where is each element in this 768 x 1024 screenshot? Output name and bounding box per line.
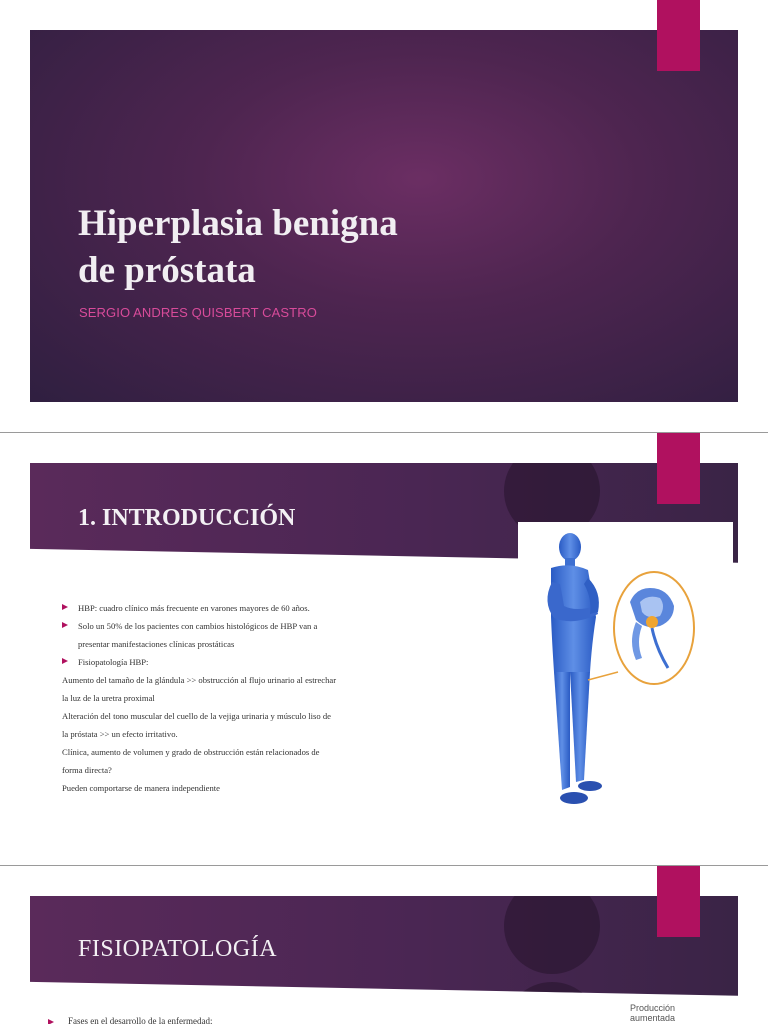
body-line: Alteración del tono muscular del cuello de la vejiga urinaria y músculo liso de la próstata >> un efecto irritativo. — [62, 711, 331, 739]
bullet-item: Fisiopatología HBP: — [62, 653, 337, 671]
figure-label-line-1: Producción — [630, 1003, 676, 1013]
title-line-2: de próstata — [78, 250, 256, 291]
bullet-item: Solo un 50% de los pacientes con cambios histológicos de HBP van a presentar manifestaciones clínicas prostáticas — [62, 617, 337, 653]
body-line: Aumento del tamaño de la glándula >> obstrucción al flujo urinario al estrechar la luz de la uretra proximal — [62, 675, 337, 703]
intro-content — [62, 599, 337, 797]
body-line: Clínica, aumento de volumen y grado de obstrucción están relacionados de forma directa? — [62, 747, 320, 775]
section-title: 1. INTRODUCCIÓN — [78, 505, 296, 531]
bullet-item: HBP: cuadro clínico más frecuente en varones mayores de 60 años. — [62, 599, 337, 617]
slide-introduccion — [0, 433, 768, 865]
title-line-1: Hiperplasia benigna — [78, 203, 398, 244]
author-name: SERGIO ANDRES QUISBERT CASTRO — [79, 305, 317, 320]
figure-label — [630, 1003, 675, 1023]
accent-bar — [657, 433, 700, 504]
standing-man-icon — [518, 522, 733, 817]
decorative-circle — [504, 896, 600, 974]
prostate-illustration — [518, 522, 733, 817]
body-line: Pueden comportarse de manera independiente — [62, 783, 220, 793]
slide-fisiopatologia — [0, 866, 768, 1024]
accent-bar — [657, 866, 700, 937]
section-title: FISIOPATOLOGÍA — [78, 936, 278, 962]
figure-label-line-2: aumentada — [630, 1013, 676, 1023]
bullet-item: Fases en el desarrollo de la enfermedad: — [48, 1016, 212, 1024]
presentation-title — [78, 200, 398, 294]
accent-bar — [657, 0, 700, 71]
slide-title — [0, 0, 768, 432]
figure-panel — [431, 999, 768, 1024]
